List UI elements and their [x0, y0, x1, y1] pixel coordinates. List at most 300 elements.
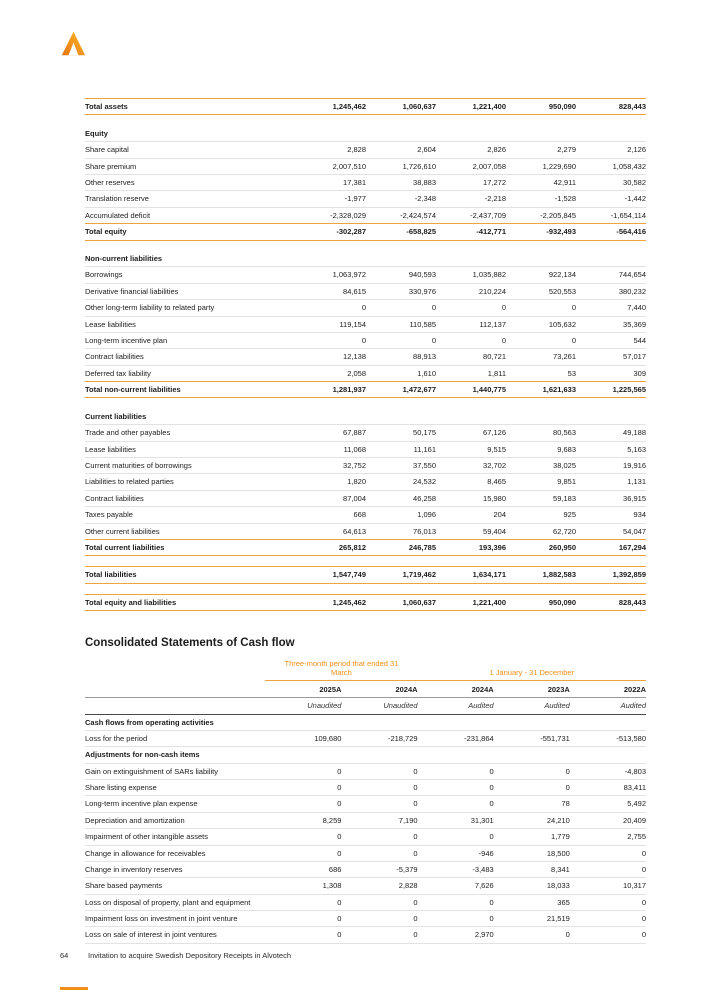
table-row: [85, 523, 646, 539]
row-label: Taxes payable: [85, 507, 296, 523]
row-value: 1,245,462: [296, 594, 366, 610]
row-value: 57,017: [576, 349, 646, 365]
audit-status-row: [85, 698, 646, 714]
row-label: Impairment loss on investment in joint venture: [85, 911, 265, 927]
table-row: [85, 490, 646, 506]
row-value: 73,261: [506, 349, 576, 365]
row-value: 265,812: [296, 539, 366, 555]
row-label: Liabilities to related parties: [85, 474, 296, 490]
row-label: Borrowings: [85, 267, 296, 283]
row-label: Share based payments: [85, 878, 265, 894]
row-value: 9,851: [506, 474, 576, 490]
row-value: [341, 714, 417, 730]
col-header-2022a: 2022A: [570, 680, 646, 697]
row-value: [341, 747, 417, 763]
row-value: 0: [265, 780, 341, 796]
row-value: 1,060,637: [366, 99, 436, 115]
row-value: -1,654,114: [610, 210, 646, 220]
row-value: 1,882,583: [506, 567, 576, 583]
row-value: 62,720: [553, 526, 576, 536]
row-value: 78: [494, 796, 570, 812]
row-value: -564,416: [576, 224, 646, 240]
row-value: 0: [265, 894, 341, 910]
row-value: 1,634,171: [436, 567, 506, 583]
row-value: 8,465: [436, 474, 506, 490]
row-value: 105,632: [506, 316, 576, 332]
row-value: [570, 714, 646, 730]
row-label: Contract liabilities: [85, 490, 296, 506]
table-row: [85, 349, 646, 365]
row-value: [494, 714, 570, 730]
col-header-2023a: 2023A: [494, 680, 570, 697]
spacer-row: [85, 398, 646, 409]
row-value: 0: [265, 927, 341, 943]
table-row: [85, 878, 646, 894]
table-row: [85, 175, 646, 191]
table-row: [85, 911, 646, 927]
row-value: [418, 714, 494, 730]
table-row: [85, 99, 646, 115]
row-label: Total assets: [85, 99, 296, 115]
row-label: Trade and other payables: [85, 425, 296, 441]
row-label: Change in inventory reserves: [85, 861, 265, 877]
row-value: 2,126: [576, 142, 646, 158]
row-value: 2,970: [418, 927, 494, 943]
row-value: -2,348: [366, 191, 436, 207]
row-label: Other current liabilities: [85, 526, 160, 536]
empty-cell: [85, 698, 265, 714]
row-value: -2,205,845: [540, 210, 576, 220]
row-value: 2,755: [570, 829, 646, 845]
row-value: -231,864: [418, 730, 494, 746]
row-value: 0: [570, 861, 646, 877]
table-row: [85, 567, 646, 583]
row-value: 7,190: [341, 812, 417, 828]
row-label: Depreciation and amortization: [85, 812, 265, 828]
row-value: [506, 251, 576, 267]
table-row: [85, 382, 646, 398]
audit-label: Unaudited: [383, 701, 418, 711]
row-value: 83,411: [570, 780, 646, 796]
row-label: Translation reserve: [85, 191, 296, 207]
row-label: Share premium: [85, 158, 296, 174]
row-value: 925: [506, 507, 576, 523]
row-value: [436, 251, 506, 267]
row-value: 0: [265, 845, 341, 861]
row-value: 67,126: [436, 425, 506, 441]
table-row: [85, 796, 646, 812]
row-value: -2,424,574: [400, 210, 436, 220]
row-value: 520,553: [506, 283, 576, 299]
row-value: 0: [494, 927, 570, 943]
row-value: [296, 251, 366, 267]
row-value: 0: [366, 332, 436, 348]
cashflow-section-title: Consolidated Statements of Cash flow: [85, 637, 295, 649]
row-value: 0: [265, 829, 341, 845]
row-value: 0: [265, 796, 341, 812]
row-value: 204: [436, 507, 506, 523]
table-row: [85, 251, 646, 267]
table-row: [85, 224, 646, 240]
row-value: 15,980: [436, 490, 506, 506]
row-value: [265, 747, 341, 763]
row-value: [494, 747, 570, 763]
row-label: Equity: [85, 126, 296, 142]
table-row: [85, 812, 646, 828]
row-value: 32,702: [436, 458, 506, 474]
row-value: 2,007,058: [436, 158, 506, 174]
row-label: Total equity: [85, 224, 296, 240]
row-value: 210,224: [436, 283, 506, 299]
row-value: 80,721: [436, 349, 506, 365]
page-content: [85, 98, 646, 944]
row-label: Loss for the period: [85, 730, 265, 746]
page-number: 64: [60, 951, 69, 960]
table-row: [85, 158, 646, 174]
row-value: 31,301: [418, 812, 494, 828]
row-value: 1,820: [296, 474, 366, 490]
row-value: 84,615: [296, 283, 366, 299]
table-row: [85, 441, 646, 457]
row-value: 87,004: [296, 490, 366, 506]
cashflow-table: [85, 659, 646, 944]
col-header-2024a: 2024A: [418, 680, 494, 697]
row-label: Current maturities of borrowings: [85, 458, 296, 474]
row-value: 0: [341, 845, 417, 861]
row-value: 246,785: [366, 539, 436, 555]
row-value: 36,915: [576, 490, 646, 506]
row-value: 1,392,859: [576, 567, 646, 583]
row-label: Contract liabilities: [85, 349, 296, 365]
table-row: [85, 142, 646, 158]
audit-label: Audited: [544, 701, 570, 711]
row-value: 8,259: [265, 812, 341, 828]
row-label: Other long-term liability to related party: [85, 300, 296, 316]
row-value: 50,175: [366, 425, 436, 441]
row-value: 42,911: [506, 175, 576, 191]
row-value: 38,883: [366, 175, 436, 191]
table-row: [85, 780, 646, 796]
row-value: 35,369: [576, 316, 646, 332]
row-value: 12,138: [296, 349, 366, 365]
row-value: [366, 409, 436, 425]
row-value: 2,826: [436, 142, 506, 158]
row-value: 1,060,637: [366, 594, 436, 610]
row-value: -932,493: [506, 224, 576, 240]
row-value: 54,047: [623, 526, 646, 536]
row-value: 0: [418, 911, 494, 927]
row-value: 0: [341, 911, 417, 927]
row-value: 0: [418, 829, 494, 845]
row-value: [366, 126, 436, 142]
row-value: -1,528: [506, 191, 576, 207]
row-value: 1,719,462: [366, 567, 436, 583]
row-value: 64,613: [343, 526, 366, 536]
row-value: 934: [576, 507, 646, 523]
row-value: -1,977: [296, 191, 366, 207]
row-value: 1,281,937: [296, 382, 366, 398]
row-value: 46,258: [366, 490, 436, 506]
row-value: 1,221,400: [436, 594, 506, 610]
row-value: 0: [436, 332, 506, 348]
row-value: -513,580: [570, 730, 646, 746]
row-value: 744,654: [576, 267, 646, 283]
row-value: 0: [341, 894, 417, 910]
table-row: [85, 829, 646, 845]
row-value: -218,729: [341, 730, 417, 746]
col-header-2024a-q: 2024A: [341, 680, 417, 697]
row-value: 0: [296, 300, 366, 316]
row-value: 0: [418, 894, 494, 910]
row-value: 1,063,972: [296, 267, 366, 283]
row-value: -946: [418, 845, 494, 861]
row-value: 1,610: [417, 368, 436, 378]
table-row: [85, 458, 646, 474]
table-row: [85, 283, 646, 299]
row-value: 53: [567, 368, 576, 378]
empty-cell: [85, 659, 265, 680]
row-value: 24,532: [366, 474, 436, 490]
row-value: [436, 126, 506, 142]
row-label: Adjustments for non-cash items: [85, 747, 265, 763]
spacer-row: [85, 115, 646, 126]
footer-accent-line: [60, 987, 88, 990]
row-value: -2,328,029: [330, 210, 366, 220]
row-value: -551,731: [494, 730, 570, 746]
row-value: 0: [265, 911, 341, 927]
row-value: 0: [341, 780, 417, 796]
row-value: 668: [296, 507, 366, 523]
row-label: Impairment of other intangible assets: [85, 829, 265, 845]
row-value: 0: [570, 894, 646, 910]
row-value: 17,381: [296, 175, 366, 191]
row-value: 0: [341, 927, 417, 943]
row-value: 0: [570, 927, 646, 943]
row-label: Non-current liabilities: [85, 251, 296, 267]
row-value: -3,483: [418, 861, 494, 877]
row-label: Long-term incentive plan: [85, 332, 296, 348]
row-value: 0: [341, 763, 417, 779]
row-value: 0: [494, 763, 570, 779]
row-value: [576, 409, 646, 425]
table-row: [85, 207, 646, 223]
row-label: Deferred tax liability: [85, 368, 151, 378]
row-value: 828,443: [576, 99, 646, 115]
table-row: [85, 409, 646, 425]
row-value: 1,058,432: [576, 158, 646, 174]
row-value: 59,183: [506, 490, 576, 506]
row-value: 24,210: [494, 812, 570, 828]
row-value: 0: [418, 780, 494, 796]
row-value: 922,134: [506, 267, 576, 283]
row-value: [436, 409, 506, 425]
row-label: Cash flows from operating activities: [85, 714, 265, 730]
row-value: 0: [418, 763, 494, 779]
table-row: [85, 594, 646, 610]
row-value: 1,811: [487, 368, 506, 378]
row-value: [576, 251, 646, 267]
row-value: 950,090: [506, 99, 576, 115]
row-label: Other reserves: [85, 175, 296, 191]
row-value: 2,007,510: [296, 158, 366, 174]
row-value: 365: [494, 894, 570, 910]
row-value: 0: [265, 763, 341, 779]
audit-label: Unaudited: [307, 701, 342, 711]
row-value: 1,229,690: [506, 158, 576, 174]
row-value: [576, 126, 646, 142]
row-value: 37,550: [366, 458, 436, 474]
row-label: Total current liabilities: [85, 539, 296, 555]
row-value: 1,245,462: [296, 99, 366, 115]
table-row: [85, 730, 646, 746]
row-value: 80,563: [506, 425, 576, 441]
alvotech-logo: [60, 30, 87, 57]
empty-cell: [85, 680, 265, 697]
spacer-row: [85, 583, 646, 594]
row-value: 309: [633, 368, 646, 378]
row-value: 0: [506, 332, 576, 348]
row-value: 5,492: [570, 796, 646, 812]
row-value: 0: [341, 829, 417, 845]
row-value: 1,440,775: [436, 382, 506, 398]
row-label: Total liabilities: [85, 567, 296, 583]
table-row: [85, 267, 646, 283]
table-row: [85, 365, 646, 381]
row-value: 0: [436, 300, 506, 316]
spacer-row: [85, 556, 646, 567]
table-row: [85, 927, 646, 943]
row-value: 21,519: [494, 911, 570, 927]
row-value: 7,626: [418, 878, 494, 894]
row-value: 18,500: [494, 845, 570, 861]
row-value: 67,887: [296, 425, 366, 441]
period-group-row: [85, 659, 646, 680]
row-value: 1,547,749: [296, 567, 366, 583]
row-value: 30,582: [576, 175, 646, 191]
row-value: 2,058: [347, 368, 366, 378]
row-value: 17,272: [436, 175, 506, 191]
row-label: Share capital: [85, 142, 296, 158]
row-value: 828,443: [576, 594, 646, 610]
footer-text: Invitation to acquire Swedish Depository Receipts in Alvotech: [88, 951, 292, 960]
row-value: 0: [418, 796, 494, 812]
row-value: 110,585: [366, 316, 436, 332]
row-value: 19,916: [576, 458, 646, 474]
table-row: [85, 300, 646, 316]
row-value: 0: [296, 332, 366, 348]
row-value: 2,828: [341, 878, 417, 894]
row-value: [265, 714, 341, 730]
row-label: Derivative financial liabilities: [85, 283, 296, 299]
table-row: [85, 332, 646, 348]
col-header-2025a: 2025A: [265, 680, 341, 697]
row-value: 88,913: [366, 349, 436, 365]
table-row: [85, 474, 646, 490]
row-value: 330,976: [366, 283, 436, 299]
row-value: 49,188: [576, 425, 646, 441]
table-row: [85, 507, 646, 523]
row-value: 1,621,633: [506, 382, 576, 398]
row-label: Loss on sale of interest in joint ventures: [85, 927, 265, 943]
row-label: Lease liabilities: [85, 316, 296, 332]
table-row: [85, 763, 646, 779]
period-group-quarter: Three-month period that ended 31 March: [265, 659, 417, 680]
row-label: Total equity and liabilities: [85, 594, 296, 610]
row-value: [418, 747, 494, 763]
row-label: Gain on extinguishment of SARs liability: [85, 763, 265, 779]
row-value: 1,225,565: [576, 382, 646, 398]
row-value: 2,828: [296, 142, 366, 158]
row-value: 0: [341, 796, 417, 812]
row-label: Change in allowance for receivables: [85, 845, 265, 861]
audit-label: Audited: [468, 701, 494, 711]
row-label: Loss on disposal of property, plant and equipment: [85, 894, 265, 910]
row-label: Total non-current liabilities: [85, 382, 296, 398]
row-value: -2,437,709: [470, 210, 506, 220]
table-row: [85, 894, 646, 910]
row-value: 38,025: [506, 458, 576, 474]
row-value: -2,218: [436, 191, 506, 207]
row-value: 0: [506, 300, 576, 316]
table-row: [85, 539, 646, 555]
row-value: 109,680: [265, 730, 341, 746]
row-value: 940,593: [366, 267, 436, 283]
row-value: 11,068: [296, 441, 366, 457]
row-value: [506, 126, 576, 142]
row-value: 544: [576, 332, 646, 348]
row-value: 7,440: [576, 300, 646, 316]
row-value: 0: [494, 780, 570, 796]
row-value: 1,472,677: [366, 382, 436, 398]
row-label: Current liabilities: [85, 409, 296, 425]
row-value: 1,308: [265, 878, 341, 894]
table-row: [85, 861, 646, 877]
row-value: -658,825: [366, 224, 436, 240]
row-value: -302,287: [296, 224, 366, 240]
row-value: 20,409: [570, 812, 646, 828]
row-value: 1,096: [366, 507, 436, 523]
row-value: 18,033: [494, 878, 570, 894]
row-value: 112,137: [436, 316, 506, 332]
row-value: 2,279: [506, 142, 576, 158]
row-value: 32,752: [296, 458, 366, 474]
row-value: 167,294: [576, 539, 646, 555]
table-row: [85, 316, 646, 332]
table-row: [85, 714, 646, 730]
row-value: -1,442: [576, 191, 646, 207]
row-value: 260,950: [506, 539, 576, 555]
row-value: 950,090: [506, 594, 576, 610]
row-value: [296, 409, 366, 425]
row-value: [570, 747, 646, 763]
row-value: 1,779: [494, 829, 570, 845]
year-header-row: [85, 680, 646, 697]
row-value: 0: [366, 300, 436, 316]
row-value: 193,396: [436, 539, 506, 555]
page-footer: [60, 951, 291, 960]
table-row: [85, 425, 646, 441]
row-value: 2,604: [366, 142, 436, 158]
row-value: 1,726,610: [366, 158, 436, 174]
row-value: 10,317: [570, 878, 646, 894]
row-value: 1,221,400: [436, 99, 506, 115]
period-group-fullyear: 1 January - 31 December: [418, 659, 646, 680]
row-value: -5,379: [341, 861, 417, 877]
row-value: 11,161: [366, 441, 436, 457]
balance-sheet-table: [85, 98, 646, 611]
row-value: 5,163: [576, 441, 646, 457]
row-label: Long-term incentive plan expense: [85, 796, 265, 812]
